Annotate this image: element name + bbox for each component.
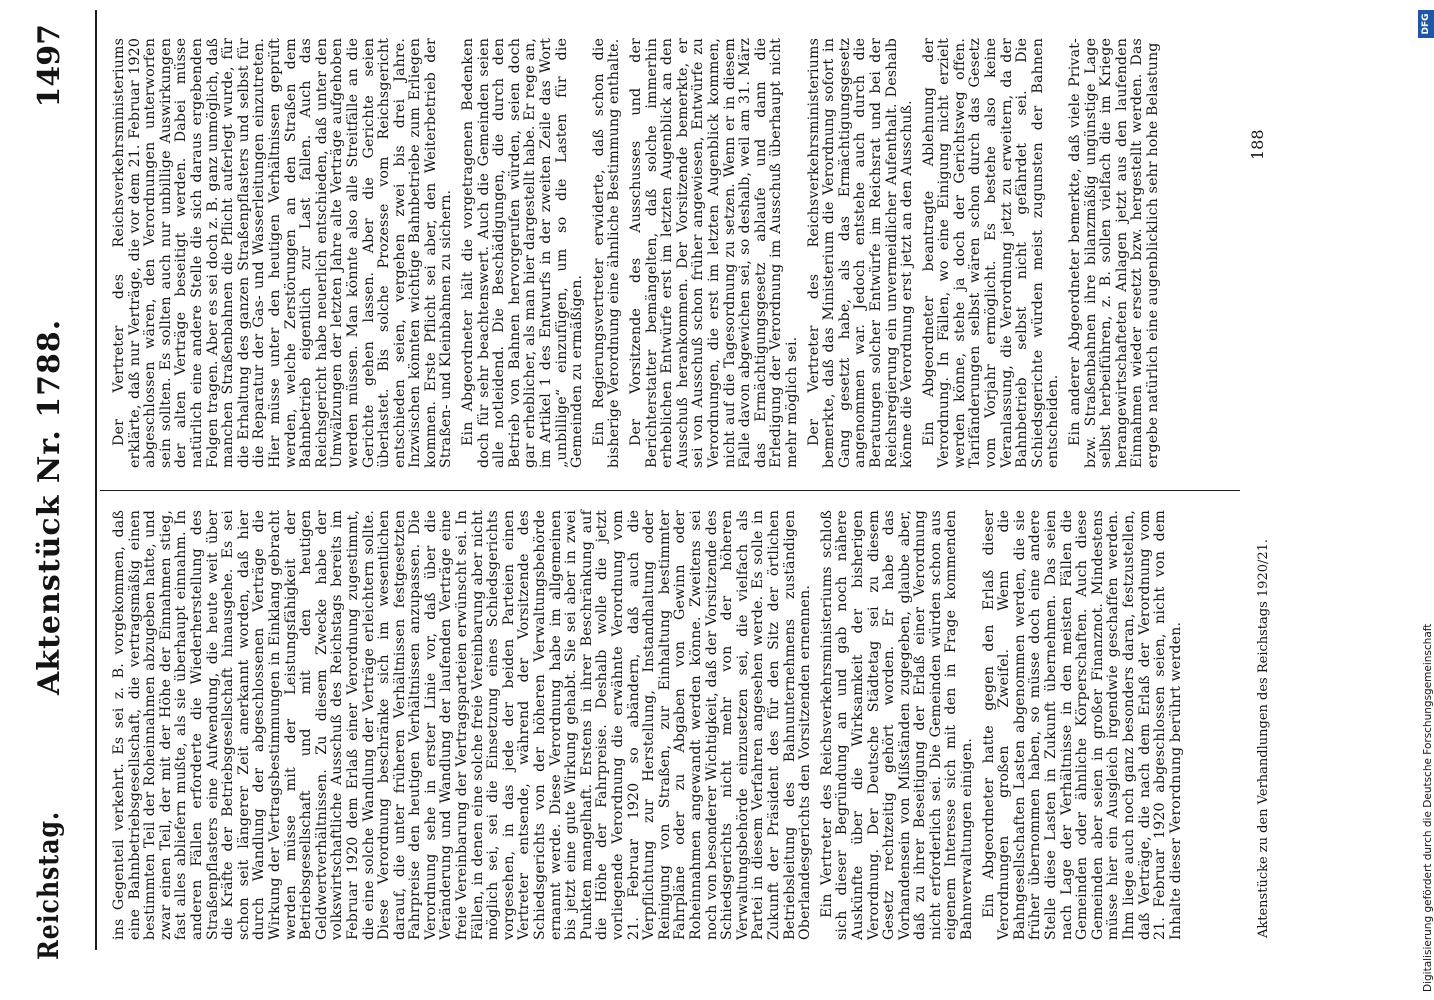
footnote: Aktenstücke zu den Verhandlungen des Reichstags 1920/21. <box>1256 538 1271 938</box>
header-aktenstueck-title: Aktenstück Nr. 1788. <box>32 318 67 695</box>
paragraph: Ein Abgeordneter beantragte Ablehnung der Verordnung. In Fällen, wo eine Einigung nicht erzielt werden könne, stehe ja doch der Gerichtsweg offen. Tarifänderungen selbst wären schon durch das Gesetz vom Vorjahr ermöglicht. Es bestehe also keine Veranlassung, die Verordnung jetzt zu erweitern, da der Bahnbetrieb selbst nicht gefährdet sei. Die Schiedsgerichte würden meist zugunsten der Bahnen entscheiden. <box>920 38 1062 468</box>
digitization-stamp-text: Digitalisierung gefördert durch die Deutsche Forschungsgemeinschaft <box>1422 623 1434 992</box>
right-text-column <box>112 38 1168 468</box>
paragraph: ins Gegenteil verkehrt. Es sei z. B. vorgekommen, daß eine Bahnbetriebsgesellschaft, die vertragsmäßig einen bestimmten Teil der Roheinnahmen abzugeben hatte, und zwar einen Teil, der mit der Höhe der Einnahmen stieg, fast alles abliefern mußte, als sie überhaupt einnahm. In anderen Fällen erforderte die Wiederherstellung des Straßenpflasters eine Aufwendung, die heute weit über die Kräfte der Betriebsgesellschaft hinausgehe. Es sei schon seit längerer Zeit anerkannt worden, daß hier durch Wandlung der abgeschlossenen Verträge die Wirkung der Vertragsbestimmungen in Einklang gebracht werden müsse mit der Leistungsfähigkeit der Betriebsgesellschaft und mit den heutigen Geldwertverhältnissen. Zu diesem Zwecke habe der volkswirtschaftliche Ausschuß des Reichstags bereits im Februar 1920 dem Erlaß einer Verordnung zugestimmt, die eine solche Wandlung der Verträge erleichtern sollte. Diese Verordnung beschränke sich im wesentlichen darauf, die unter früheren Verhältnissen festgesetzten Fahrpreise den heutigen Verhältnissen anzupassen. Die Verordnung sehe in erster Linie vor, daß über die Veränderung und Wandlung der laufenden Verträge eine freie Vereinbarung der Vertragsparteien erwünscht sei. In Fällen, in denen eine solche freie Vereinbarung aber nicht möglich sei, sei die Einsetzung eines Schiedsgerichts vorgesehen, in das jede der beiden Parteien einen Vertreter entsende, während der Vorsitzende des Schiedsgerichts von der höheren Verwaltungsbehörde ernannt werde. Diese Verordnung habe im allgemeinen bis jetzt eine gute Wirkung gehabt. Sie sei aber in zwei Punkten mangelhaft. Erstens in ihrer Beschränkung auf die Höhe der Fahrpreise. Deshalb wolle die jetzt vorliegende Verordnung die erwähnte Verordnung vom 21. Februar 1920 so abändern, daß auch die Verpflichtung zur Herstellung, Instandhaltung oder Reinigung von Straßen, zur Einhaltung bestimmter Fahrpläne oder zu Abgaben von Gewinn oder Roheinnahmen angewandt werden könne. Zweitens sei noch von besonderer Wichtigkeit, daß der Vorsitzende des Schiedsgerichts nicht mehr von der höheren Verwaltungsbehörde einzusetzen sei, die vielfach als Partei in diesem Verfahren angesehen werde. Es solle in Zukunft der Präsident des für den Sitz der örtlichen Betriebsleitung des Bahnunternehmens zuständigen Oberlandesgerichts den Vorsitzenden ernennen. <box>111 510 814 940</box>
page-header <box>14 10 94 960</box>
dfg-logo-text: DFG <box>1421 13 1431 35</box>
column-divider <box>100 490 1240 491</box>
header-reichstag: Reichstag. <box>32 810 65 960</box>
paragraph: Der Vertreter des Reichsverkehrsministeriums bemerkte, daß das Ministerium die Verordnung sofort in Gang gesetzt habe, als das Ermächtigungsgesetz angenommen war. Jedoch entstehe auch durch die Beratungen solcher Entwürfe im Reichsrat und bei der Reichsregierung ein unvermeidlicher Aufenthalt. Deshalb könne die Verordnung erst jetzt an den Ausschuß. <box>805 38 916 468</box>
header-page-number: 1497 <box>32 24 67 108</box>
left-text-column <box>112 510 1190 940</box>
header-rule <box>95 10 97 950</box>
paragraph: Der Vertreter des Reichsverkehrsministeriums erklärte, daß nur Verträge, die vor dem 21. Februar 1920 abgeschlossen wären, den Verordnungen unterworfen sein sollten. Es sollten auch nur unbillige Auswirkungen der alten Verträge beseitigt werden. Dabei müsse natürlich eine andere Stelle die sich daraus ergebenden Folgen tragen. Aber es sei doch z. B. ganz unmöglich, daß manchen Straßenbahnen die Pflicht auferlegt wurde, für die Erhaltung des ganzen Straßenpflasters und selbst für die Reparatur der Gas- und Wasserleitungen einzutreten. Hier müsse unter den heutigen Verhältnissen geprüft werden, welche Zerstörungen an den Straßen dem Bahnbetrieb eigentlich zur Last fallen. Auch das Reichsgericht habe neuerlich entschieden, daß unter den Umwälzungen der letzten Jahre alte Verträge aufgehoben werden müssen. Man könnte also alle Streitfälle an die Gerichte gehen lassen. Aber die Gerichte seien überlastet. Bis solche Prozesse vom Reichsgericht entschieden seien, vergehen zwei bis drei Jahre. Inzwischen könnten wichtige Bahnbetriebe zum Erliegen kommen. Erste Pflicht sei aber, den Weiterbetrieb der Straßen- und Kleinbahnen zu sichern. <box>111 38 455 468</box>
dfg-logo-icon <box>1418 10 1434 38</box>
paragraph: Ein Vertreter des Reichsverkehrsministeriums schloß sich dieser Begründung an und gab noch nähere Auskünfte über die Wirksamkeit der bisherigen Verordnung. Der Deutsche Städtetag sei zu diesem Gesetz rechtzeitig gehört worden. Er habe das Vorhandensein von Mißständen zugegeben, glaube aber, daß zu ihrer Beseitigung der Erlaß einer Verordnung nicht erforderlich sei. Die Gemeinden würden schon aus eigenem Interesse sich mit den in Frage kommenden Bahnverwaltungen einigen. <box>818 510 976 940</box>
paragraph: Ein Regierungsvertreter erwiderte, daß schon die bisherige Verordnung eine ähnliche Bestimmung enthalte. <box>590 38 623 468</box>
signature-page-number: 188 <box>1248 129 1267 160</box>
paragraph: Ein Abgeordneter hatte gegen den Erlaß dieser Verordnungen großen Zweifel. Wenn die Bahngesellschaften Lasten abgenommen werden, die sie früher übernommen haben, so müsse doch eine andere Stelle diese Lasten in Zukunft übernehmen. Das seien nach Lage der Verhältnisse in den meisten Fällen die Gemeinden oder ähnliche Körperschaften. Auch diese Gemeinden aber seien in großer Finanznot. Mindestens müsse hier ein Ausgleich irgendwie geschaffen werden. Ihm liege auch noch ganz besonders daran, festzustellen, daß Verträge, die nach dem Erlaß der Verordnung vom 21. Februar 1920 abgeschlossen seien, nicht von dem Inhalte dieser Verordnung berührt werden. <box>980 510 1184 940</box>
digitization-stamp <box>1417 8 1434 992</box>
paragraph: Ein Abgeordneter hält die vorgetragenen Bedenken doch für sehr beachtenswert. Auch die Gemeinden seien alle notleidend. Die Beschädigungen, die durch den Betrieb von Bahnen hervorgerufen würden, seien doch gar erheblicher, als man hier dargestellt habe. Er rege an, im Artikel 1 des Entwurfs in der zweiten Zeile das Wort „unbillige“ einzufügen, um so die Lasten für die Gemeinden zu ermäßigen. <box>460 38 586 468</box>
paragraph: Ein anderer Abgeordneter bemerkte, daß viele Privat- bzw. Straßenbahnen ihre bilanzmäßig ungünstige Lage selbst herbeiführen, z. B. sollen vielfach die im Kriege herangewirtschafteten Anlagen jetzt aus den laufenden Einnahmen wieder ersetzt bzw. hergestellt werden. Das ergebe natürlich eine augenblicklich sehr hohe Belastung <box>1067 38 1161 468</box>
paragraph: Der Vorsitzende des Ausschusses und der Berichterstatter bemängelten, daß solche immerhin erheblichen Entwürfe erst im letzten Augenblick an den Ausschuß herankommen. Der Vorsitzende bemerkte, er sei von Ausschuß schon früher angewiesen, Entwürfe zu Verordnungen, die erst im letzten Augenblick kommen, nicht auf die Tagesordnung zu setzen. Wenn er in diesem Falle davon abgewichen sei, so deshalb, weil am 31. März das Ermächtigungsgesetz ablaufe und dann die Erledigung der Verordnung im Ausschuß überhaupt nicht mehr möglich sei. <box>628 38 800 468</box>
